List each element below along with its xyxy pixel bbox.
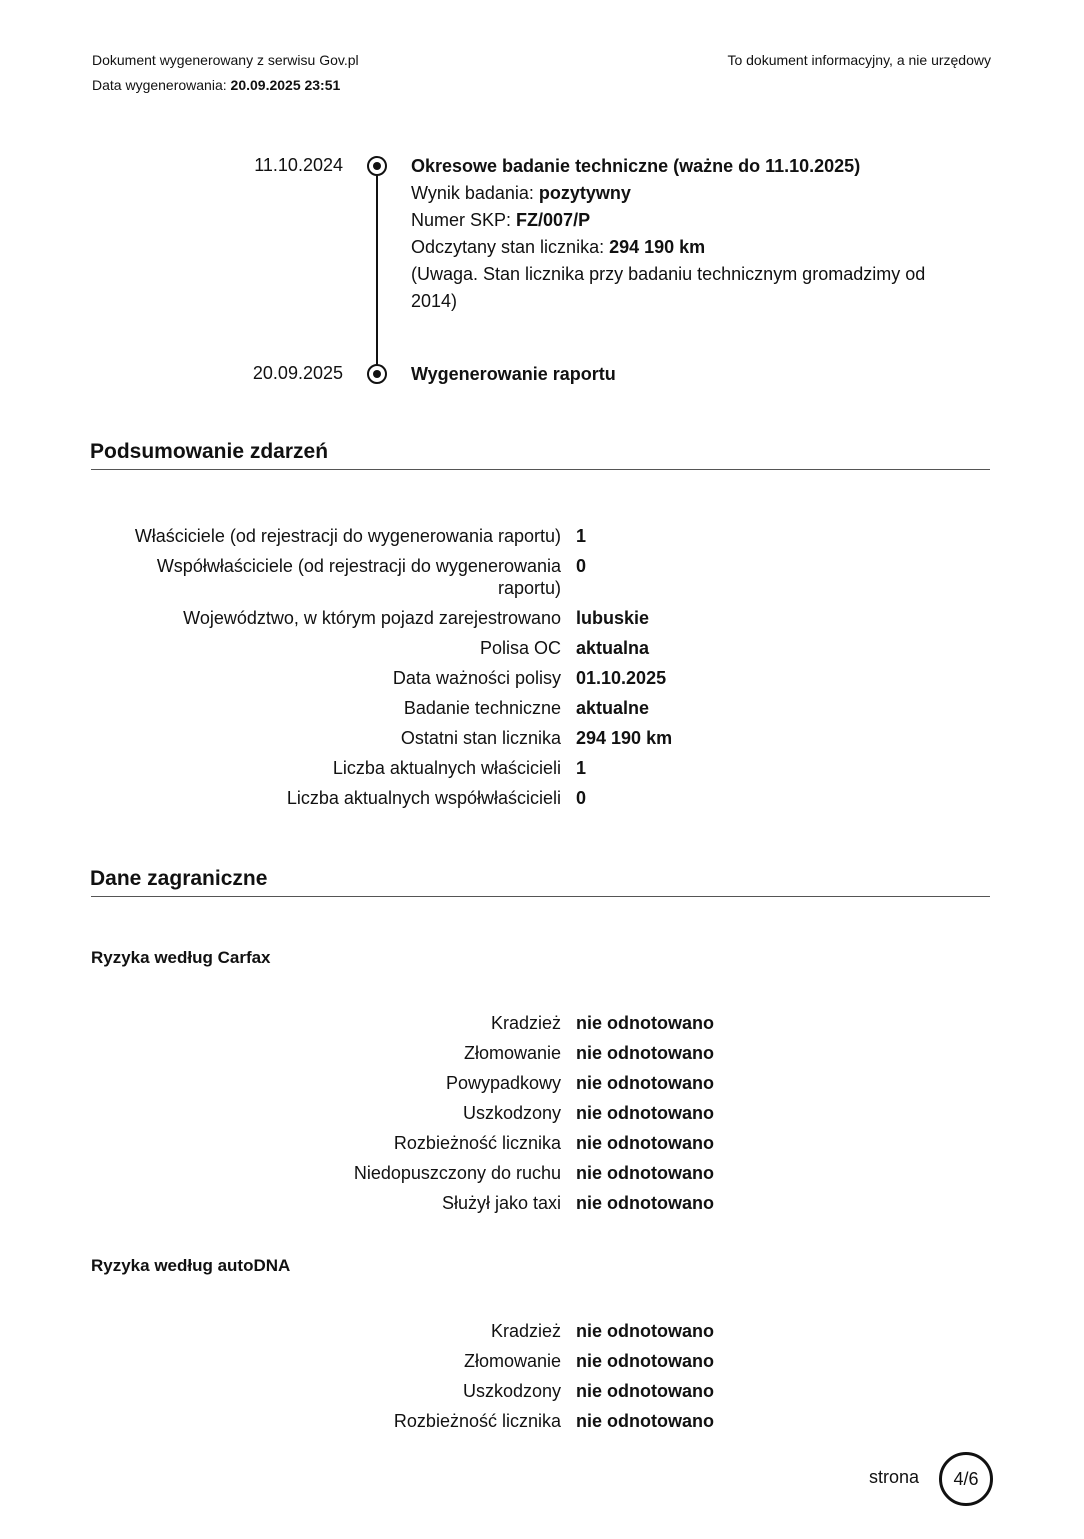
autodna-row: Rozbieżność licznika nie odnotowano	[393, 1411, 714, 1431]
summary-table	[90, 525, 990, 817]
event-mileage: Odczytany stan licznika: 294 190 km	[411, 237, 706, 257]
page-label: strona	[869, 1467, 920, 1487]
timeline-event-report: Wygenerowanie raportu	[411, 364, 616, 384]
section-divider	[91, 469, 990, 470]
subsection-title-autodna: Ryzyka według autoDNA	[91, 1256, 291, 1275]
summary-row: Województwo, w którym pojazd zarejestrowano lubuskie	[183, 608, 650, 628]
carfax-row: Powypadkowy nie odnotowano	[445, 1073, 714, 1093]
summary-row: Data ważności polisy 01.10.2025	[392, 668, 667, 688]
generated-date	[92, 76, 340, 94]
summary-row: Właściciele (od rejestracji do wygenerowania raportu) 1	[134, 526, 587, 546]
carfax-row: Służył jako taxi nie odnotowano	[441, 1193, 714, 1213]
summary-row: Liczba aktualnych współwłaścicieli 0	[286, 788, 587, 808]
timeline-event-inspection	[411, 153, 971, 315]
source-note: Dokument wygenerowany z serwisu Gov.pl	[92, 52, 359, 68]
carfax-row: Niedopuszczony do ruchu nie odnotowano	[353, 1163, 714, 1183]
timeline-dot-icon	[367, 364, 387, 384]
section-title-summary: Podsumowanie zdarzeń	[90, 440, 329, 463]
autodna-table	[90, 1320, 990, 1440]
summary-row: Badanie techniczne aktualne	[403, 698, 650, 718]
generated-value: 20.09.2025 23:51	[230, 77, 341, 93]
event-result: Wynik badania: pozytywny	[411, 183, 631, 203]
carfax-row: Złomowanie nie odnotowano	[463, 1043, 714, 1063]
informational-notice: To dokument informacyjny, a nie urzędowy	[727, 52, 991, 68]
event-skp: Numer SKP: FZ/007/P	[411, 210, 591, 230]
section-title-foreign: Dane zagraniczne	[90, 867, 268, 890]
timeline-dot-icon	[367, 156, 387, 176]
carfax-row: Kradzież nie odnotowano	[490, 1013, 714, 1033]
autodna-row: Kradzież nie odnotowano	[490, 1321, 714, 1341]
event-title: Okresowe badanie techniczne (ważne do 11.10.2025)	[411, 156, 861, 176]
carfax-row: Rozbieżność licznika nie odnotowano	[393, 1133, 714, 1153]
summary-row: Współwłaściciele (od rejestracji do wygenerowania raportu) 0	[156, 556, 587, 598]
subsection-title-carfax: Ryzyka według Carfax	[91, 948, 271, 967]
timeline-date: 11.10.2024	[254, 155, 343, 175]
timeline-date: 20.09.2025	[252, 363, 343, 383]
carfax-table	[90, 1012, 990, 1222]
event-note: (Uwaga. Stan licznika przy badaniu technicznym gromadzimy od 2014)	[411, 264, 926, 311]
autodna-row: Uszkodzony nie odnotowano	[462, 1381, 714, 1401]
summary-row: Liczba aktualnych właścicieli 1	[332, 758, 587, 778]
carfax-row: Uszkodzony nie odnotowano	[462, 1103, 714, 1123]
summary-row: Polisa OC aktualna	[479, 638, 650, 658]
timeline-line	[376, 167, 378, 373]
summary-row: Ostatni stan licznika 294 190 km	[400, 728, 673, 748]
generated-label: Data wygenerowania:	[92, 77, 227, 93]
section-divider	[91, 896, 990, 897]
page-number: 4/6	[939, 1452, 993, 1506]
autodna-row: Złomowanie nie odnotowano	[463, 1351, 714, 1371]
